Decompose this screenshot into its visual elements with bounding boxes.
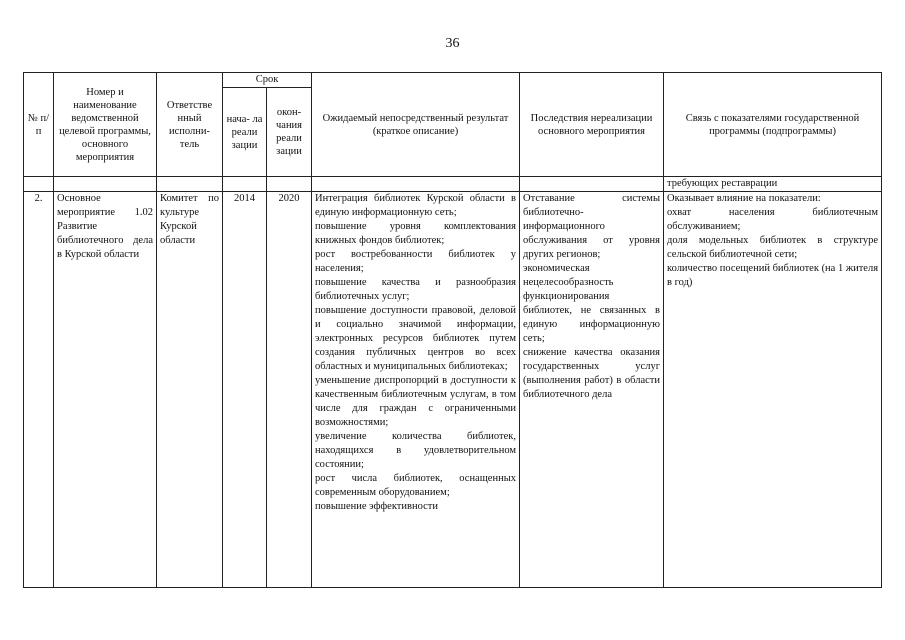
header-name: Номер и наименование ведомственной целевой программы, основного мероприятия (54, 73, 157, 177)
row-start: 2014 (223, 192, 267, 588)
header-end: окон- чания реали зации (267, 88, 312, 177)
continuation-link-cell: требующих реставрации (664, 177, 882, 192)
row-name: Основное мероприятие 1.02 Развитие библиотечного дела в Курской области (54, 192, 157, 588)
header-row-1 (24, 73, 882, 88)
row-consequences: Отставание системы библиотечно-информационного обслуживания от уровня других регионов; экономическая нецелесообразность функционирования библиотек, не связанных в единую информационную сеть; снижение качества оказания государственных услуг (выполнения работ) в области библиотечного дела (520, 192, 664, 588)
table-row (24, 192, 882, 588)
header-consequences: Последствия нереализации основного мероприятия (520, 73, 664, 177)
header-executor: Ответстве нный исполни- тель (157, 73, 223, 177)
header-num: № п/п (24, 73, 54, 177)
row-result: Интеграция библиотек Курской области в единую информационную сеть; повышение уровня комплектования книжных фондов библиотек; рост востребованности библиотек у населения; повышение качества и разнообразия библиотечных услуг; повышение доступности правовой, деловой и социально значимой информации, электронных ресурсов библиотек путем создания публичных центров во всех областных и муниципальных библиотеках; уменьшение диспропорций в доступности к качественным библиотечным услугам, в том числе для граждан с ограниченными возможностями; увеличение количества библиотек, находящихся в удовлетворительном состоянии; рост числа библиотек, оснащенных современным оборудованием; повышение эффективности (312, 192, 520, 588)
header-term: Срок (223, 73, 312, 88)
header-start: нача- ла реали зации (223, 88, 267, 177)
row-executor: Комитет по культуре Курской области (157, 192, 223, 588)
program-table (23, 72, 882, 588)
continuation-row (24, 177, 882, 192)
row-num: 2. (24, 192, 54, 588)
row-end: 2020 (267, 192, 312, 588)
header-link: Связь с показателями государственной программы (подпрограммы) (664, 73, 882, 177)
row-link: Оказывает влияние на показатели: охват населения библиотечным обслуживанием; доля модельных библиотек в структуре сельской библиотечной сети; количество посещений библиотек (на 1 жителя в год) (664, 192, 882, 588)
page-number: 36 (445, 36, 460, 51)
header-result: Ожидаемый непосредственный результат (краткое описание) (312, 73, 520, 177)
